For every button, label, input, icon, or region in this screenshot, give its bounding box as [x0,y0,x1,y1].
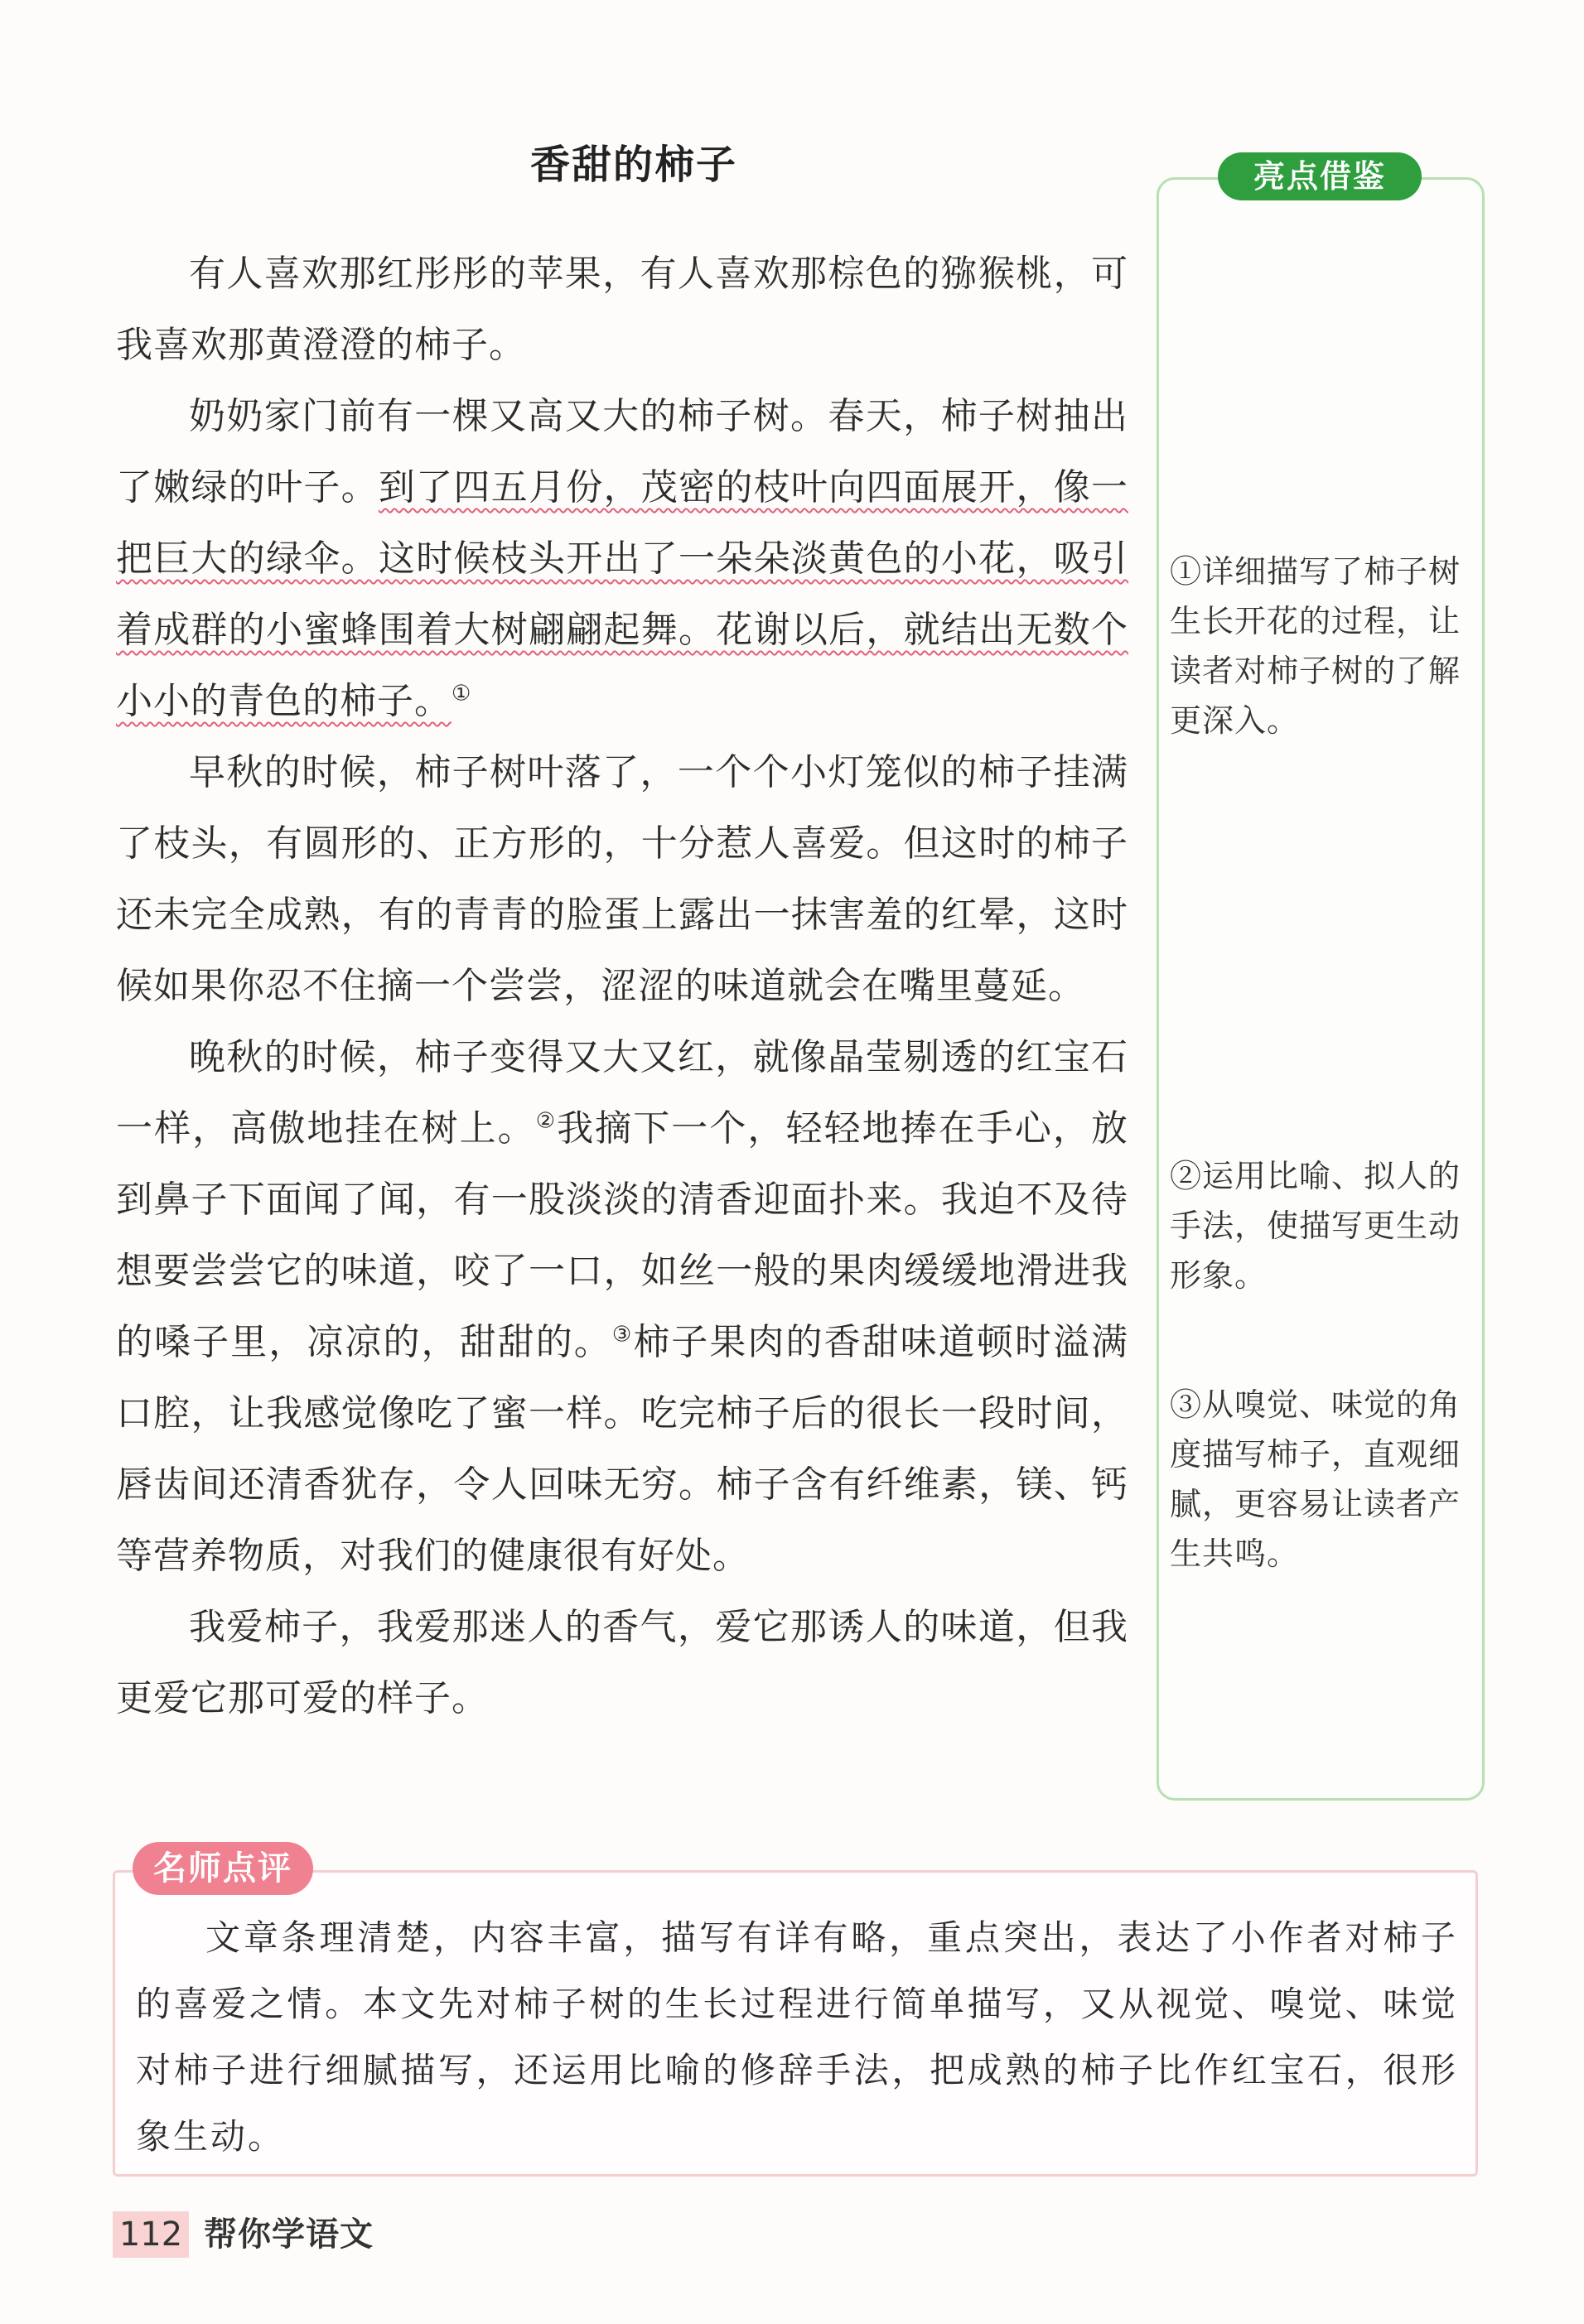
article-body [116,239,1128,1734]
book-title: 帮你学语文 [204,2216,374,2254]
paragraph-4-part-b: 我摘下一个，轻轻地捧在手心，放到鼻子下面闻了闻，有一股淡淡的清香迎面扑来。我迫不及待想要尝尝它的味道，咬了一口，如丝一般的果肉缓缓地滑进我的嗓子里，凉凉的，甜甜的。 [116,1107,1129,1363]
annotation-marker-3: ③ [611,1322,634,1348]
sidebar-note-1: ①详细描写了柿子树生长开花的过程，让读者对柿子树的了解更深入。 [1170,553,1461,739]
paragraph-2-plain: 奶奶家门前有一棵又高又大的柿子树。春天，柿子树抽出了嫩绿的叶子。 [116,395,1128,509]
highlighted-sentence-1: 到了四五月份，茂密的枝叶向四面展开，像一把巨大的绿伞。这时候枝头开出了一朵朵淡黄色的小花，吸引着成群的小蜜蜂围着大树翩翩起舞。花谢以后，就结出无数个小小的青色的柿子。 [116,466,1129,722]
sidebar-note-2: ②运用比喻、拟人的手法，使描写更生动形象。 [1170,1158,1461,1294]
teacher-comment-text: 文章条理清楚，内容丰富，描写有详有略，重点突出，表达了小作者对柿子的喜爱之情。本文先对柿子树的生长过程进行简单描写，又从视觉、嗅觉、味觉对柿子进行细腻描写，还运用比喻的修辞手法，把成熟的柿子比作红宝石，很形象生动。 [136,1917,1458,2157]
paragraph-4-part-c: 柿子果肉的香甜味道顿时溢满口腔，让我感觉像吃了蜜一样。吃完柿子后的很长一段时间，唇齿间还清香犹存，令人回味无穷。柿子含有纤维素，镁、钙等营养物质，对我们的健康很有好处。 [116,1321,1128,1577]
paragraph-1: 有人喜欢那红彤彤的苹果，有人喜欢那棕色的猕猴桃，可我喜欢那黄澄澄的柿子。 [116,253,1128,366]
page-number: 112 [113,2211,189,2258]
paragraph-3: 早秋的时候，柿子树叶落了，一个个小灯笼似的柿子挂满了枝头，有圆形的、正方形的，十分惹人喜爱。但这时的柿子还未完全成熟，有的青青的脸蛋上露出一抹害羞的红晕，这时候如果你忍不住摘一个尝尝，涩涩的味道就会在嘴里蔓延。 [116,751,1128,1007]
paragraph-2 [116,381,1128,737]
teacher-comment-tag: 名师点评 [133,1842,313,1895]
article-title: 香甜的柿子 [530,142,738,188]
paragraph-4-part-a: 晚秋的时候，柿子变得又大又红，就像晶莹剔透的红宝石一样，高傲地挂在树上。 [116,1036,1128,1150]
highlights-tag: 亮点借鉴 [1218,152,1422,200]
paragraph-4 [116,1022,1128,1592]
annotation-marker-2: ② [535,1108,558,1134]
sidebar-note-3: ③从嗅觉、味觉的角度描写柿子，直观细腻，更容易让读者产生共鸣。 [1170,1386,1461,1572]
annotation-marker-1: ① [452,681,472,706]
paragraph-5: 我爱柿子，我爱那迷人的香气，爱它那诱人的味道，但我更爱它那可爱的样子。 [116,1606,1128,1719]
